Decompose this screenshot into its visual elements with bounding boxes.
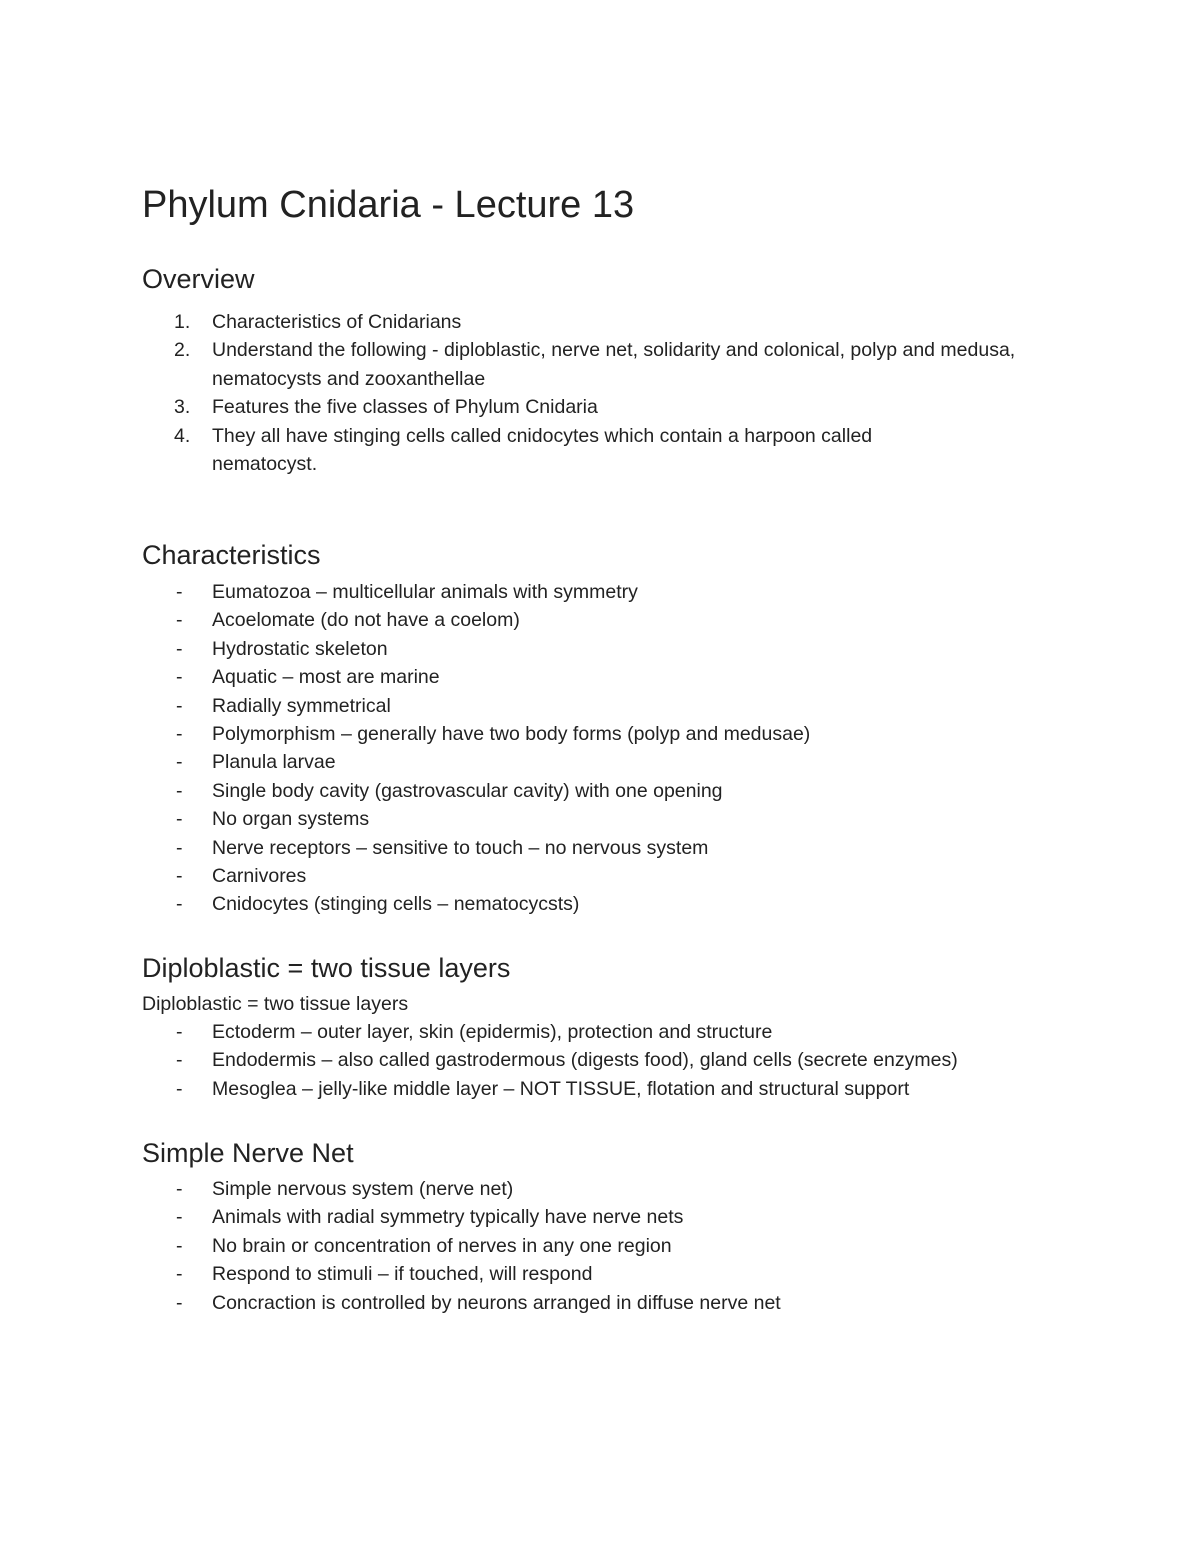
bullet-marker: - [176, 637, 183, 660]
list-item [142, 862, 1062, 890]
list-item [142, 1018, 1062, 1046]
list-marker: 1. [174, 311, 191, 333]
list-item [142, 606, 1062, 634]
list-item-text: Planula larvae [212, 751, 336, 774]
list-item-text: Cnidocytes (stinging cells – nematocycsts) [212, 893, 580, 916]
list-item [142, 422, 1042, 479]
bullet-marker: - [176, 1077, 183, 1100]
bullet-marker: - [176, 779, 183, 802]
page-title: Phylum Cnidaria - Lecture 13 [142, 184, 635, 226]
list-item [142, 663, 1062, 691]
list-item-text: Mesoglea – jelly-like middle layer – NOT TISSUE, flotation and structural support [212, 1077, 910, 1100]
list-item [142, 834, 1062, 862]
bullet-marker: - [176, 1178, 183, 1200]
list-item-text: Single body cavity (gastrovascular cavity) with one opening [212, 779, 723, 802]
list-item-text: Polymorphism – generally have two body forms (polyp and medusae) [212, 723, 811, 746]
bullet-marker: - [176, 836, 183, 859]
list-marker: 3. [174, 396, 191, 419]
list-item [142, 1075, 1062, 1103]
list-item [142, 890, 1062, 918]
bullet-marker: - [176, 1049, 183, 1072]
list-item [142, 748, 1062, 776]
bullet-marker: - [176, 1263, 183, 1286]
bullet-marker: - [176, 666, 183, 689]
bullet-marker: - [176, 694, 183, 717]
list-item-text: Acoelomate (do not have a coelom) [212, 609, 520, 632]
list-item [142, 1289, 1062, 1317]
list-item-text: No organ systems [212, 808, 370, 831]
list-marker: 2. [174, 339, 191, 362]
list-item [142, 805, 1062, 833]
bullet-marker: - [176, 723, 183, 746]
bullet-marker: - [176, 581, 183, 603]
overview-list [142, 308, 1042, 478]
bullet-marker: - [176, 1206, 183, 1229]
list-item [142, 692, 1062, 720]
list-item-text: Endodermis – also called gastrodermous (digests food), gland cells (secrete enzymes) [212, 1049, 958, 1072]
list-item [142, 1175, 1062, 1203]
bullet-marker: - [176, 609, 183, 632]
list-item-text: Respond to stimuli – if touched, will respond [212, 1263, 593, 1286]
list-item [142, 635, 1062, 663]
list-item-text: Understand the following - diploblastic, nerve net, solidarity and colonical, polyp and medusa, nematocysts and zooxanthellae [212, 339, 1016, 390]
bullet-marker: - [176, 1234, 183, 1257]
list-item-text: They all have stinging cells called cnidocytes which contain a harpoon called nematocyst. [212, 424, 873, 476]
list-item-text: Aquatic – most are marine [212, 666, 440, 689]
list-item-text: Ectoderm – outer layer, skin (epidermis), protection and structure [212, 1021, 773, 1043]
diploblastic-heading: Diploblastic = two tissue layers [142, 953, 511, 983]
nerve-net-list [142, 1175, 1062, 1317]
list-marker: 4. [174, 424, 191, 447]
list-item-text: Animals with radial symmetry typically have nerve nets [212, 1206, 684, 1229]
list-item [142, 308, 1042, 336]
list-item [142, 578, 1062, 606]
list-item [142, 1046, 1062, 1074]
bullet-marker: - [176, 865, 183, 888]
list-item [142, 336, 1042, 393]
nerve-net-heading: Simple Nerve Net [142, 1138, 354, 1168]
list-item [142, 1260, 1062, 1288]
characteristics-heading: Characteristics [142, 540, 321, 570]
list-item [142, 393, 1042, 421]
list-item-text: Radially symmetrical [212, 694, 391, 717]
list-item-text: Carnivores [212, 865, 307, 888]
diploblastic-intro: Diploblastic = two tissue layers [142, 993, 409, 1015]
overview-heading: Overview [142, 264, 255, 294]
list-item-text: No brain or concentration of nerves in any one region [212, 1234, 672, 1257]
list-item-text: Features the five classes of Phylum Cnidaria [212, 396, 598, 419]
list-item [142, 777, 1062, 805]
list-item [142, 720, 1062, 748]
bullet-marker: - [176, 751, 183, 774]
list-item-text: Hydrostatic skeleton [212, 637, 388, 660]
list-item-text: Simple nervous system (nerve net) [212, 1178, 514, 1200]
bullet-marker: - [176, 808, 183, 831]
list-item-text: Eumatozoa – multicellular animals with symmetry [212, 581, 638, 603]
bullet-marker: - [176, 1021, 183, 1043]
diploblastic-list [142, 1018, 1062, 1103]
list-item-text: Concraction is controlled by neurons arranged in diffuse nerve net [212, 1291, 781, 1314]
characteristics-list [142, 578, 1062, 919]
bullet-marker: - [176, 893, 183, 916]
list-item [142, 1232, 1062, 1260]
list-item [142, 1203, 1062, 1231]
list-item-text: Characteristics of Cnidarians [212, 311, 462, 333]
bullet-marker: - [176, 1291, 183, 1314]
list-item-text: Nerve receptors – sensitive to touch – no nervous system [212, 836, 709, 859]
